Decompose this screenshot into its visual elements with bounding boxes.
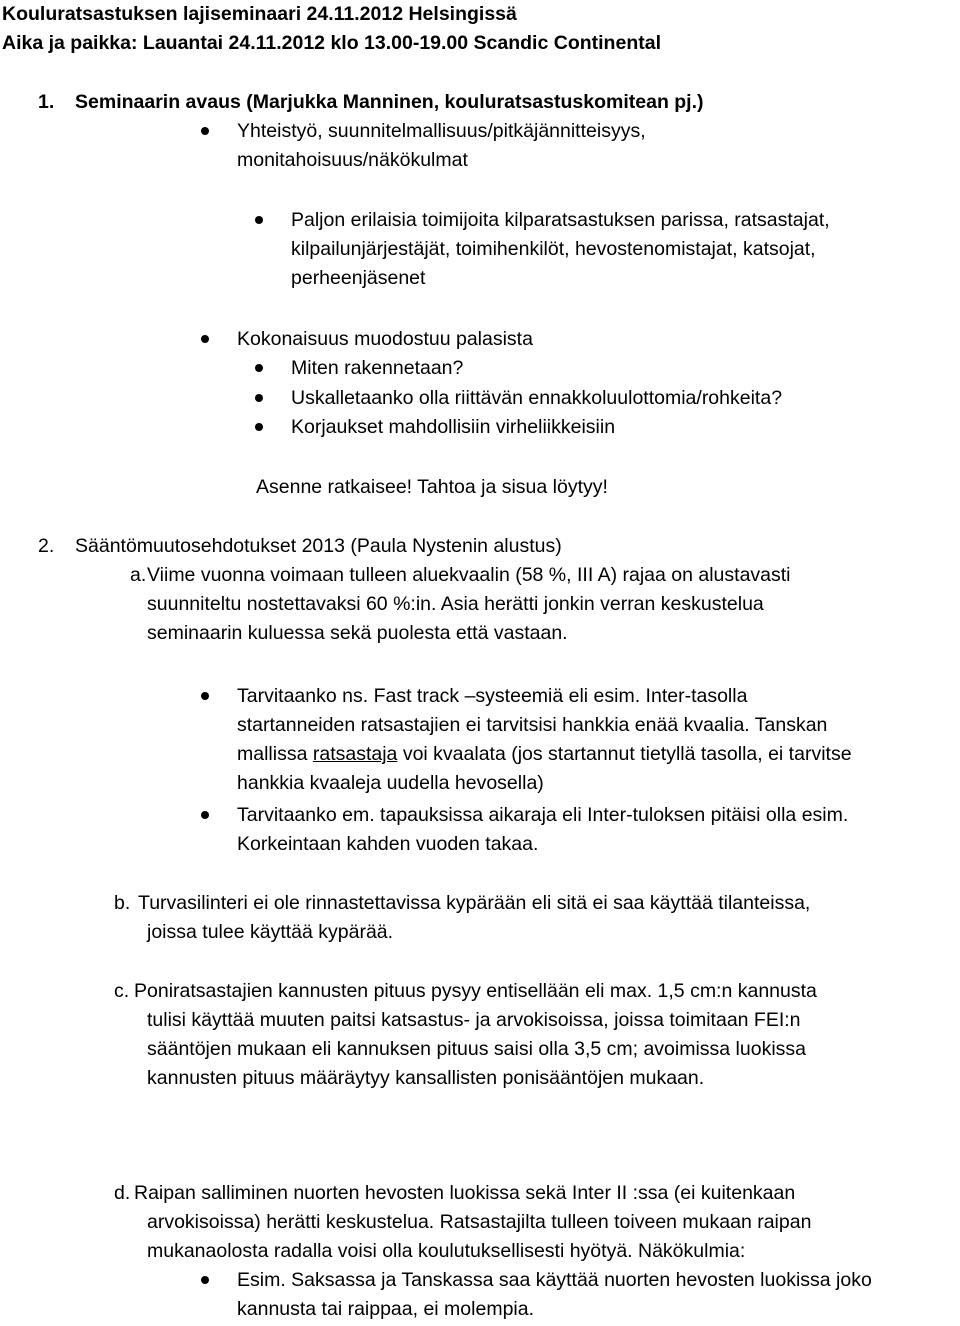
section1-closing: Asenne ratkaisee! Tahtoa ja sisua löytyy! [256,476,608,498]
section2-a-bullet1-line4: hankkia kvaaleja uudella hevosella) [237,772,544,794]
section1-number: 1. [38,91,55,113]
section1-sub1-line2: kilpailunjärjestäjät, toimihenkilöt, hevostenomistajat, katsojat, [291,238,816,260]
section2-a-line2: suunniteltu nostettavaksi 60 %:in. Asia herätti jonkin verran keskustelua [147,593,764,615]
section2-a-line1: Viime vuonna voimaan tulleen aluekvaalin (58 %, III A) rajaa on alustavasti [147,564,791,586]
section2-a-bullet1-line3 [237,740,852,769]
bullet-icon [201,811,209,819]
section2-d-line2: arvokisoissa) herätti keskustelua. Ratsastajilta tulleen toiveen mukaan raipan [147,1211,812,1233]
section2-a-bullet2-line1: Tarvitaanko em. tapauksissa aikaraja eli Inter-tuloksen pitäisi olla esim. [237,804,849,826]
section1-sub1-line1: Paljon erilaisia toimijoita kilparatsastuksen parissa, ratsastajat, [291,209,830,231]
section1-bullet1-line2: monitahoisuus/näkökulmat [237,149,468,171]
section2-a-line3: seminaarin kuluessa sekä puolesta että vastaan. [147,622,568,644]
section2-b-label: b. [114,892,131,914]
section2-d-line1: Raipan salliminen nuorten hevosten luokissa sekä Inter II :ssa (ei kuitenkaan [134,1182,796,1204]
bullet-icon [201,127,209,135]
text-run: voi kvaalata (jos startannut tietyllä tasolla, ei tarvitse [397,743,852,765]
bullet-icon [201,1276,209,1284]
section2-b-line1: Turvasilinteri ei ole rinnastettavissa kypärään eli sitä ei saa käyttää tilanteissa, [138,892,811,914]
text-run: mallissa [237,743,313,765]
section1-sub2-item2: Uskalletaanko olla riittävän ennakkoluulottomia/rohkeita? [291,387,783,409]
section2-a-label: a. [130,564,147,586]
section2-d-bullet-line1: Esim. Saksassa ja Tanskassa saa käyttää nuorten hevosten luokissa joko [237,1269,872,1291]
section2-c-label: c. [114,980,130,1002]
underlined-word: ratsastaja [312,743,398,765]
bullet-icon [255,423,263,431]
bullet-icon [255,364,263,372]
section1-sub1-line3: perheenjäsenet [291,267,426,289]
section2-c-line4: kannusten pituus määräytyy kansallisten ponisääntöjen mukaan. [147,1067,705,1089]
bullet-icon [255,394,263,402]
section2-b-line2: joissa tulee käyttää kypärää. [147,921,394,943]
section2-a-bullet1-line1: Tarvitaanko ns. Fast track –systeemiä eli esim. Inter-tasolla [237,685,748,707]
section1-sub2-item3: Korjaukset mahdollisiin virheliikkeisiin [291,416,616,438]
section2-c-line1: Poniratsastajien kannusten pituus pysyy entisellään eli max. 1,5 cm:n kannusta [134,980,817,1002]
document-subtitle: Aika ja paikka: Lauantai 24.11.2012 klo 13.00-19.00 Scandic Continental [2,32,661,54]
section2-a-bullet1-line2: startanneiden ratsastajien ei tarvitsisi hankkia enää kvaalia. Tanskan [237,714,828,736]
section2-number: 2. [38,535,55,557]
section2-c-line2: tulisi käyttää muuten paitsi katsastus- ja arvokisoissa, joissa toimitaan FEI:n [147,1009,801,1031]
section1-bullet1-line1: Yhteistyö, suunnitelmallisuus/pitkäjännitteisyys, [237,120,646,142]
document-title: Kouluratsastuksen lajiseminaari 24.11.2012 Helsingissä [2,3,517,25]
section1-sub2-item1: Miten rakennetaan? [291,357,464,379]
section2-d-line3: mukanaolosta radalla voisi olla koulutuksellisesti hyötyä. Näkökulmia: [147,1240,746,1262]
section2-d-label: d. [114,1182,131,1204]
bullet-icon [201,335,209,343]
section2-a-bullet2-line2: Korkeintaan kahden vuoden takaa. [237,833,539,855]
section2-d-bullet-line2: kannusta tai raippaa, ei molempia. [237,1298,535,1320]
bullet-icon [201,692,209,700]
section1-title: Seminaarin avaus (Marjukka Manninen, kouluratsastuskomitean pj.) [75,91,704,113]
section2-c-line3: sääntöjen mukaan eli kannuksen pituus saisi olla 3,5 cm; avoimissa luokissa [147,1038,807,1060]
section1-bullet2: Kokonaisuus muodostuu palasista [237,328,533,350]
bullet-icon [255,216,263,224]
section2-title: Sääntömuutosehdotukset 2013 (Paula Nystenin alustus) [75,535,562,557]
